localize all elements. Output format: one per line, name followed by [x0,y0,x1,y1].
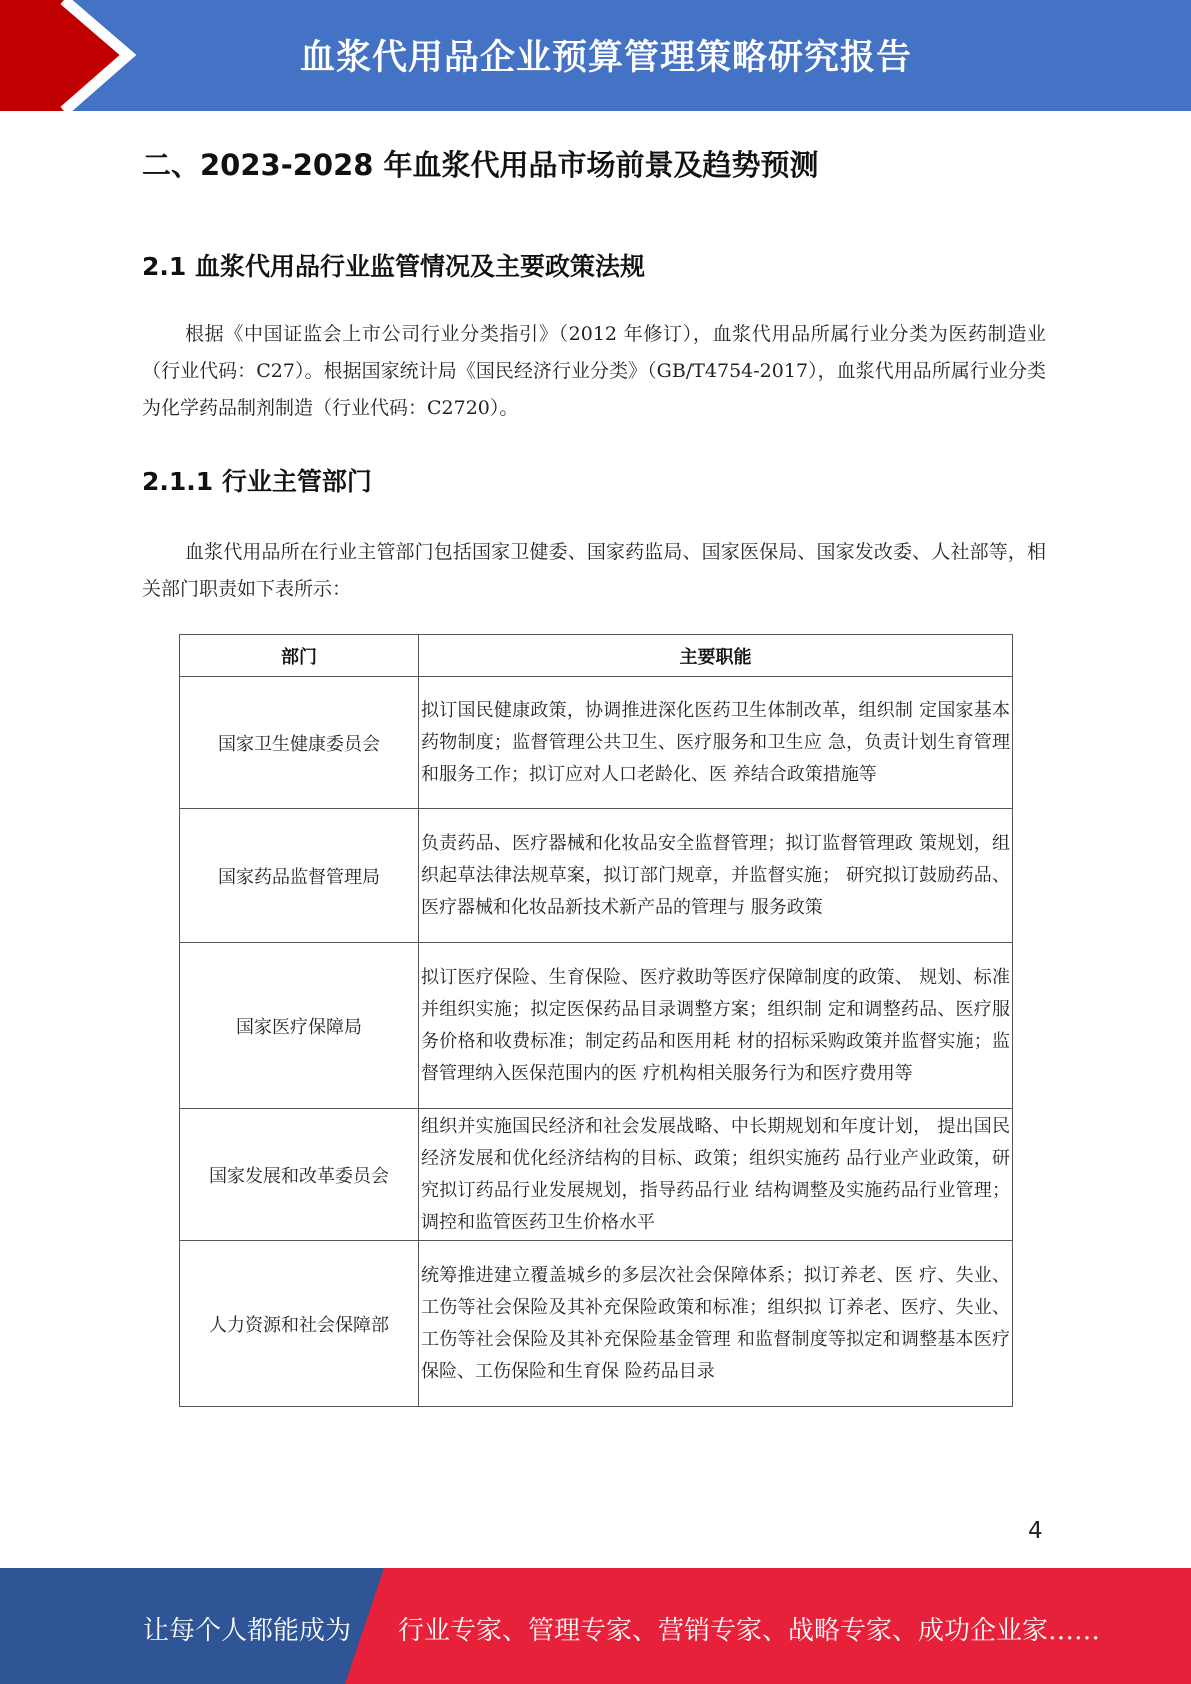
footer-band [0,1568,1191,1684]
department-cell: 国家发展和改革委员会 [180,1109,419,1241]
subsection-heading: 2.1.1 行业主管部门 [142,467,372,496]
table-row [180,677,1013,809]
duty-cell: 组织并实施国民经济和社会发展战略、中长期规划和年度计划， 提出国民经济发展和优化经济结构的目标、政策；组织实施药 品行业产业政策，研究拟订药品行业发展规划，指导药品行业 结构调整及实施药品行业管理；调控和监管医药卫生价格水平 [419,1109,1013,1241]
column-header-duties: 主要职能 [419,635,1013,677]
table-row [180,1241,1013,1407]
department-cell: 国家卫生健康委员会 [180,677,419,809]
table-header-row [180,635,1013,677]
column-header-department: 部门 [180,635,419,677]
duty-cell: 拟订医疗保险、生育保险、医疗救助等医疗保障制度的政策、 规划、标准并组织实施；拟定医保药品目录调整方案；组织制 定和调整药品、医疗服务价格和收费标准；制定药品和医用耗 材的招标采购政策并监督实施；监督管理纳入医保范围内的医 疗机构相关服务行为和医疗费用等 [419,943,1013,1109]
department-duties-table [179,634,1013,1407]
department-cell: 人力资源和社会保障部 [180,1241,419,1407]
duty-cell: 负责药品、医疗器械和化妆品安全监督管理；拟订监督管理政 策规划，组织起草法律法规草案，拟订部门规章，并监督实施； 研究拟订鼓励药品、医疗器械和化妆品新技术新产品的管理与 服务政策 [419,809,1013,943]
table-row [180,809,1013,943]
department-cell: 国家医疗保障局 [180,943,419,1109]
footer-slogan-right: 行业专家、管理专家、营销专家、战略专家、成功企业家…… [398,1616,1101,1646]
report-header-band [0,0,1191,111]
department-cell: 国家药品监督管理局 [180,809,419,943]
table-row [180,1109,1013,1241]
report-title: 血浆代用品企业预算管理策略研究报告 [299,38,912,78]
duty-cell: 拟订国民健康政策，协调推进深化医药卫生体制改革，组织制 定国家基本药物制度；监督管理公共卫生、医疗服务和卫生应 急，负责计划生育管理和服务工作；拟订应对人口老龄化、医 养结合政策措施等 [419,677,1013,809]
departments-intro-paragraph: 血浆代用品所在行业主管部门包括国家卫健委、国家药监局、国家医保局、国家发改委、人社部等，相关部门职责如下表所示： [142,541,1046,600]
duty-cell: 统筹推进建立覆盖城乡的多层次社会保障体系；拟订养老、医 疗、失业、工伤等社会保险及其补充保险政策和标准；组织拟 订养老、医疗、失业、工伤等社会保险及其补充保险基金管理 和监督制度等拟定和调整基本医疗保险、工伤保险和生育保 险药品目录 [419,1241,1013,1407]
chapter-heading: 二、2023-2028 年血浆代用品市场前景及趋势预测 [142,148,819,182]
table-row [180,943,1013,1109]
section-heading: 2.1 血浆代用品行业监管情况及主要政策法规 [142,252,645,281]
footer-slogan-left: 让每个人都能成为 [143,1616,352,1646]
page-number: 4 [1028,1518,1043,1544]
classification-paragraph: 根据《中国证监会上市公司行业分类指引》（2012 年修订），血浆代用品所属行业分类为医药制造业（行业代码：C27）。根据国家统计局《国民经济行业分类》（GB/T4754-2017），血浆代用品所属行业分类为化学药品制剂制造（行业代码：C2720）。 [142,323,1046,419]
